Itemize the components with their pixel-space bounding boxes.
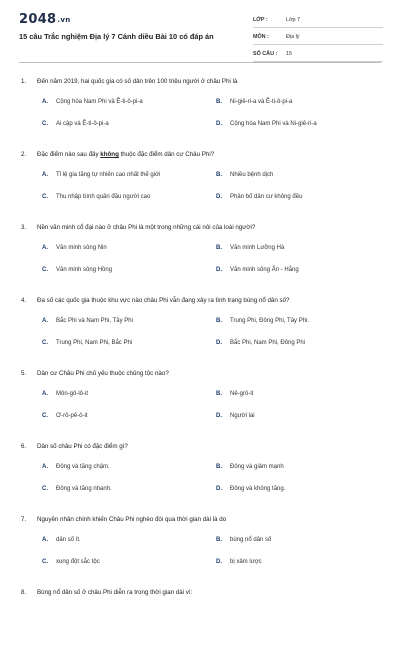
option-text: Thu nhập bình quân đầu người cao: [56, 193, 151, 200]
option-key: D.: [216, 266, 222, 273]
option-key: B.: [216, 390, 222, 397]
question-text: Dân số châu Phi có đặc điểm gì?: [37, 443, 128, 450]
meta-row: [253, 30, 383, 45]
answer-option[interactable]: [42, 461, 216, 472]
option-grid: [0, 534, 400, 567]
option-key: C.: [42, 558, 48, 565]
option-key: A.: [42, 390, 48, 397]
option-text: Cộng hòa Nam Phi và Ni-giê-ri-a: [230, 120, 317, 127]
meta-label: MÔN :: [253, 34, 269, 40]
question-number: 4.: [21, 297, 27, 304]
answer-option[interactable]: [42, 118, 216, 129]
option-key: B.: [216, 244, 222, 251]
question-stem: [0, 516, 400, 534]
logo-main: 2048: [19, 12, 57, 27]
option-text: Người lai: [230, 412, 255, 419]
question-text: Dân cư Châu Phi chủ yếu thuộc chủng tộc nào?: [37, 370, 169, 377]
option-text: Cộng hòa Nam Phi và Ê-ti-ô-pi-a: [56, 98, 143, 105]
question-stem: [0, 589, 400, 607]
question-item: [0, 78, 400, 151]
option-text: Tỉ lệ gia tăng tự nhiên cao nhất thế giới: [56, 171, 161, 178]
answer-option[interactable]: [42, 96, 216, 107]
question-item: [0, 516, 400, 589]
answer-option[interactable]: [216, 483, 390, 494]
site-logo[interactable]: [19, 12, 71, 27]
option-key: D.: [216, 558, 222, 565]
option-text: dân số ít.: [56, 536, 81, 543]
question-text: Đa số các quốc gia thuộc khu vực nào châu Phi vẫn đang xảy ra tình trạng bùng nổ dân số?: [37, 297, 290, 304]
answer-option[interactable]: [42, 388, 216, 399]
meta-value: 15: [286, 51, 292, 57]
option-key: D.: [216, 120, 222, 127]
option-text: Đông và tăng nhanh.: [56, 485, 112, 492]
answer-option[interactable]: [42, 534, 216, 545]
option-key: D.: [216, 193, 222, 200]
answer-option[interactable]: [216, 388, 390, 399]
question-text: Đến năm 2019, hai quốc gia có số dân trên 100 triệu người ở châu Phi là: [37, 78, 238, 85]
meta-label: LỚP :: [253, 17, 268, 23]
meta-value: Lớp 7: [286, 17, 301, 23]
option-key: A.: [42, 171, 48, 178]
answer-option[interactable]: [216, 191, 390, 202]
meta-value: Địa lý: [286, 34, 300, 40]
answer-option[interactable]: [216, 315, 390, 326]
question-stem: [0, 151, 400, 169]
meta-info-box: [253, 13, 383, 64]
option-text: Ơ-rô-pê-ô-it: [56, 412, 88, 419]
option-key: A.: [42, 317, 48, 324]
option-text: Ai cập và Ê-ti-ô-pi-a: [56, 120, 109, 127]
question-number: 2.: [21, 151, 27, 158]
question-item: [0, 443, 400, 516]
meta-label: SỐ CÂU :: [253, 51, 278, 57]
option-text: bùng nổ dân số: [230, 536, 272, 543]
question-number: 5.: [21, 370, 27, 377]
question-number: 6.: [21, 443, 27, 450]
option-key: C.: [42, 120, 48, 127]
option-key: B.: [216, 536, 222, 543]
option-grid: [0, 169, 400, 202]
option-key: A.: [42, 98, 48, 105]
answer-option[interactable]: [42, 410, 216, 421]
document-title: 15 câu Trắc nghiệm Địa lý 7 Cánh diều Bài 10 có đáp án: [19, 32, 214, 41]
option-text: Đông và không tăng.: [230, 485, 286, 492]
option-text: Phân bố dân cư không đều: [230, 193, 303, 200]
option-text: Nê-grô-it: [230, 390, 254, 397]
option-key: A.: [42, 463, 48, 470]
question-stem: [0, 370, 400, 388]
option-key: C.: [42, 193, 48, 200]
answer-option[interactable]: [216, 264, 390, 275]
answer-option[interactable]: [42, 315, 216, 326]
answer-option[interactable]: [42, 556, 216, 567]
option-text: Văn minh Lưỡng Hà: [230, 244, 285, 251]
question-item: [0, 224, 400, 297]
option-text: bị xâm lược: [230, 558, 262, 565]
question-item: [0, 297, 400, 370]
option-text: Văn minh sông Hồng: [56, 266, 113, 273]
question-number: 3.: [21, 224, 27, 231]
answer-option[interactable]: [42, 242, 216, 253]
option-text: Nhiều bệnh dịch: [230, 171, 274, 178]
answer-option[interactable]: [42, 169, 216, 180]
answer-option[interactable]: [216, 169, 390, 180]
question-stem: [0, 78, 400, 96]
option-text: Đông và tăng chậm.: [56, 463, 110, 470]
option-grid: [0, 315, 400, 348]
answer-option[interactable]: [42, 191, 216, 202]
question-text: Bùng nổ dân số ở châu Phi diễn ra trong thời gian dài vì:: [37, 589, 193, 596]
option-grid: [0, 96, 400, 129]
logo-suffix: .vn: [57, 16, 71, 24]
option-key: B.: [216, 463, 222, 470]
question-text: Nguyên nhân chính khiến Châu Phi nghèo đói qua thời gian dài là do: [37, 516, 227, 523]
answer-option[interactable]: [216, 337, 390, 348]
question-keyword: không: [100, 151, 119, 158]
meta-row: [253, 13, 383, 28]
answer-option[interactable]: [42, 483, 216, 494]
answer-option[interactable]: [216, 556, 390, 567]
question-item: [0, 370, 400, 443]
answer-option[interactable]: [42, 264, 216, 275]
question-stem: [0, 224, 400, 242]
meta-row: [253, 47, 383, 62]
option-text: xung đột sắc tộc: [56, 558, 100, 565]
question-stem: [0, 443, 400, 461]
option-grid: [0, 242, 400, 275]
option-key: B.: [216, 317, 222, 324]
option-text: Bắc Phi và Nam Phi, Tây Phi: [56, 317, 133, 324]
question-stem: [0, 297, 400, 315]
header-divider: [19, 62, 381, 63]
option-key: C.: [42, 485, 48, 492]
question-text: [37, 151, 400, 169]
option-key: C.: [42, 339, 48, 346]
option-key: A.: [42, 244, 48, 251]
question-text-part: thuộc đặc điểm dân cư Châu Phi?: [118, 151, 215, 158]
answer-option[interactable]: [216, 534, 390, 545]
answer-option[interactable]: [216, 96, 390, 107]
option-key: D.: [216, 412, 222, 419]
option-key: B.: [216, 98, 222, 105]
option-key: A.: [42, 536, 48, 543]
option-text: Đông và giảm mạnh: [230, 463, 284, 470]
option-text: Bắc Phi, Nam Phi, Đông Phi: [230, 339, 306, 346]
option-key: D.: [216, 485, 222, 492]
option-key: C.: [42, 266, 48, 273]
question-text-part: Đặc điểm nào sau đây: [37, 151, 101, 158]
option-text: Môn-gô-lô-it: [56, 390, 89, 397]
answer-option[interactable]: [216, 410, 390, 421]
option-text: Văn minh sông Ấn - Hằng: [230, 266, 299, 273]
option-text: Văn minh sông Nin: [56, 244, 107, 251]
question-list: [0, 78, 400, 662]
option-key: D.: [216, 339, 222, 346]
option-text: Trung Phi, Đông Phi, Tây Phi.: [230, 317, 310, 324]
answer-option[interactable]: [216, 118, 390, 129]
option-grid: [0, 388, 400, 421]
question-item: [0, 151, 400, 224]
question-text: Nền văn minh cổ đại nào ở châu Phi là một trong những cái nôi của loài người?: [37, 224, 256, 231]
option-text: Trung Phi, Nam Phi, Bắc Phi: [56, 339, 133, 346]
option-key: B.: [216, 171, 222, 178]
answer-option[interactable]: [216, 461, 390, 472]
option-text: Ni-giê-ri-a và Ê-ti-ô-pi-a: [230, 98, 293, 105]
question-number: 1.: [21, 78, 27, 85]
question-number: 7.: [21, 516, 27, 523]
option-grid: [0, 461, 400, 494]
question-number: 8.: [21, 589, 27, 596]
option-key: C.: [42, 412, 48, 419]
answer-option[interactable]: [216, 242, 390, 253]
answer-option[interactable]: [42, 337, 216, 348]
document-header: [0, 0, 400, 62]
